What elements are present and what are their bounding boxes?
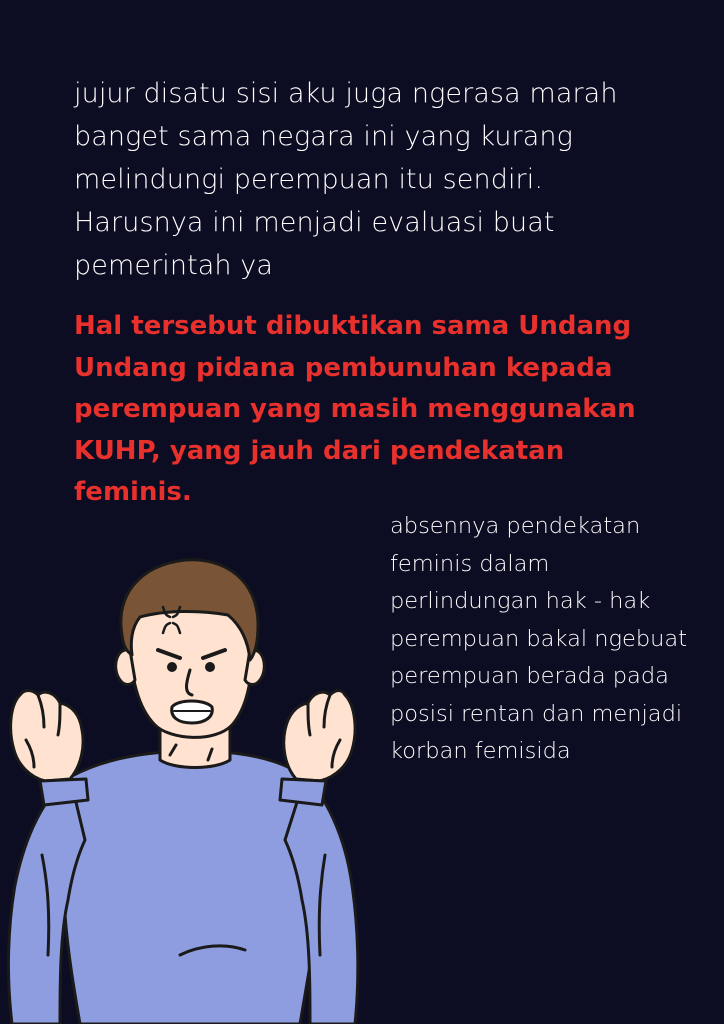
angry-man-icon: [8, 560, 357, 1024]
side-note-paragraph: absennya pendekatan feminis dalam perlindungan hak - hak perempuan bakal ngebuat perempuan berada pada posisi rentan dan menjadi korban femisida: [390, 513, 688, 764]
intro-paragraph: jujur disatu sisi aku juga ngerasa marah banget sama negara ini yang kurang melindungi perempuan itu sendiri. Harusnya ini menjadi evaluasi buat pemerintah ya: [74, 78, 618, 281]
angry-man-illustration: [0, 555, 370, 1024]
highlight-statement: Hal tersebut dibuktikan sama Undang Undang pidana pembunuhan kepada perempuan yang masih menggunakan KUHP, yang jauh dari pendekatan feminis.: [74, 311, 636, 507]
raised-fist-icon: [284, 691, 355, 782]
raised-fist-icon: [11, 691, 83, 782]
